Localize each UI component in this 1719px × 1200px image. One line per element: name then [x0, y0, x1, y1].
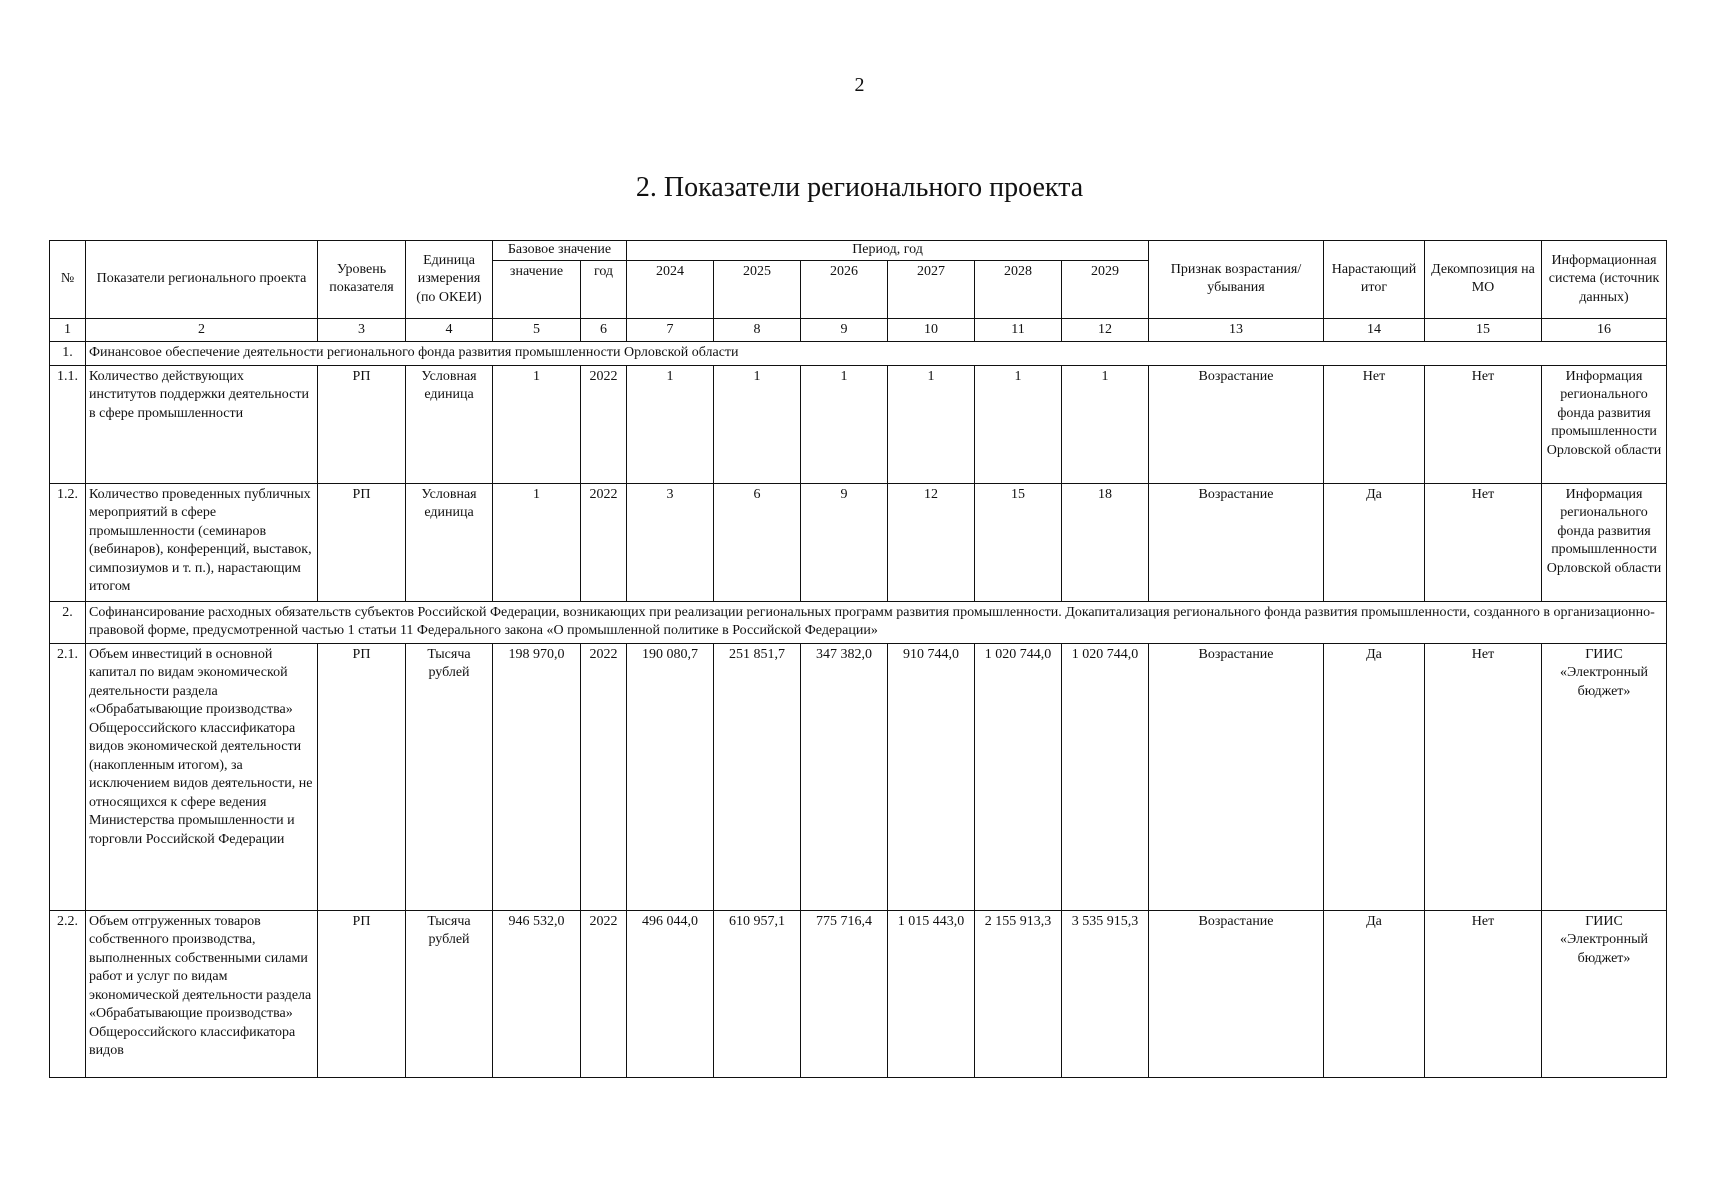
- header-year-2024: 2024: [627, 260, 714, 318]
- value-2029: 1: [1062, 365, 1149, 483]
- indicator-row-2-1: [50, 643, 1667, 910]
- value-2028: 1 020 744,0: [975, 643, 1062, 910]
- indicator-row-1-2: [50, 483, 1667, 601]
- sign: Возрастание: [1149, 483, 1324, 601]
- indicator-unit: Условная единица: [406, 365, 493, 483]
- column-number: 10: [888, 318, 975, 342]
- row-num: 2.1.: [50, 643, 86, 910]
- row-num: 1.1.: [50, 365, 86, 483]
- indicator-level: РП: [318, 365, 406, 483]
- sign: Возрастание: [1149, 910, 1324, 1077]
- column-number: 4: [406, 318, 493, 342]
- header-sign: Признак возрастания/убывания: [1149, 241, 1324, 319]
- column-number: 5: [493, 318, 581, 342]
- decomposition: Нет: [1425, 365, 1542, 483]
- sign: Возрастание: [1149, 365, 1324, 483]
- page-number: 2: [854, 74, 865, 96]
- header-unit: Единица измерения (по ОКЕИ): [406, 241, 493, 319]
- indicator-name: Количество проведенных публичных мероприятий в сфере промышленности (семинаров (вебинаров), конференций, выставок, симпозиумов и т. п.), нарастающим итогом: [86, 483, 318, 601]
- info-system: Информация регионального фонда развития промышленности Орловской области: [1542, 365, 1667, 483]
- value-2026: 1: [801, 365, 888, 483]
- column-number: 11: [975, 318, 1062, 342]
- indicator-level: РП: [318, 483, 406, 601]
- column-number: 12: [1062, 318, 1149, 342]
- cumulative: Да: [1324, 910, 1425, 1077]
- column-number: 2: [86, 318, 318, 342]
- column-number: 14: [1324, 318, 1425, 342]
- base-year: 2022: [581, 365, 627, 483]
- indicator-level: РП: [318, 910, 406, 1077]
- value-2025: 6: [714, 483, 801, 601]
- section-row-2: [50, 601, 1667, 643]
- page-title: 2. Показатели регионального проекта: [635, 172, 1084, 203]
- indicator-name: Объем отгруженных товаров собственного производства, выполненных собственными силами работ и услуг по видам экономической деятельности раздела «Обрабатывающие производства» Общероссийского классификатора видов: [86, 910, 318, 1077]
- indicators-table: [49, 240, 1667, 1078]
- indicator-level: РП: [318, 643, 406, 910]
- decomposition: Нет: [1425, 483, 1542, 601]
- header-base-year: год: [581, 260, 627, 318]
- value-2024: 1: [627, 365, 714, 483]
- value-2027: 1 015 443,0: [888, 910, 975, 1077]
- value-2027: 12: [888, 483, 975, 601]
- indicator-unit: Тысяча рублей: [406, 643, 493, 910]
- value-2029: 18: [1062, 483, 1149, 601]
- header-year-2027: 2027: [888, 260, 975, 318]
- header-row-1: [50, 241, 1667, 261]
- column-number: 8: [714, 318, 801, 342]
- row-num: 1.2.: [50, 483, 86, 601]
- value-2024: 496 044,0: [627, 910, 714, 1077]
- value-2029: 3 535 915,3: [1062, 910, 1149, 1077]
- decomposition: Нет: [1425, 910, 1542, 1077]
- base-value: 1: [493, 483, 581, 601]
- column-number: 16: [1542, 318, 1667, 342]
- value-2024: 3: [627, 483, 714, 601]
- base-year: 2022: [581, 483, 627, 601]
- header-base: Базовое значение: [493, 241, 627, 261]
- section-num: 2.: [50, 601, 86, 643]
- info-system: ГИИС «Электронный бюджет»: [1542, 910, 1667, 1077]
- value-2027: 910 744,0: [888, 643, 975, 910]
- header-cumulative: Нарастающий итог: [1324, 241, 1425, 319]
- value-2029: 1 020 744,0: [1062, 643, 1149, 910]
- column-number: 3: [318, 318, 406, 342]
- header-year-2025: 2025: [714, 260, 801, 318]
- column-number: 13: [1149, 318, 1324, 342]
- column-numbers-row: [50, 318, 1667, 342]
- value-2026: 775 716,4: [801, 910, 888, 1077]
- value-2028: 15: [975, 483, 1062, 601]
- header-year-2029: 2029: [1062, 260, 1149, 318]
- column-number: 1: [50, 318, 86, 342]
- column-number: 7: [627, 318, 714, 342]
- indicator-row-1-1: [50, 365, 1667, 483]
- decomposition: Нет: [1425, 643, 1542, 910]
- indicator-unit: Тысяча рублей: [406, 910, 493, 1077]
- value-2025: 251 851,7: [714, 643, 801, 910]
- section-num: 1.: [50, 342, 86, 366]
- cumulative: Да: [1324, 643, 1425, 910]
- section-title: Софинансирование расходных обязательств субъектов Российской Федерации, возникающих при реализации региональных программ развития промышленности. Докапитализация регионального фонда развития промышленности, созданного в организационно-правовой форме, предусмотренной частью 1 статьи 11 Федерального закона «О промышленной политике в Российской Федерации»: [86, 601, 1667, 643]
- base-year: 2022: [581, 910, 627, 1077]
- header-base-value: значение: [493, 260, 581, 318]
- info-system: Информация регионального фонда развития промышленности Орловской области: [1542, 483, 1667, 601]
- cumulative: Нет: [1324, 365, 1425, 483]
- header-level: Уровень показателя: [318, 241, 406, 319]
- row-num: 2.2.: [50, 910, 86, 1077]
- value-2024: 190 080,7: [627, 643, 714, 910]
- header-indicator: Показатели регионального проекта: [86, 241, 318, 319]
- value-2028: 1: [975, 365, 1062, 483]
- cumulative: Да: [1324, 483, 1425, 601]
- base-value: 946 532,0: [493, 910, 581, 1077]
- header-year-2028: 2028: [975, 260, 1062, 318]
- indicator-unit: Условная единица: [406, 483, 493, 601]
- info-system: ГИИС «Электронный бюджет»: [1542, 643, 1667, 910]
- indicator-name: Количество действующих институтов поддержки деятельности в сфере промышленности: [86, 365, 318, 483]
- value-2025: 1: [714, 365, 801, 483]
- base-value: 198 970,0: [493, 643, 581, 910]
- base-year: 2022: [581, 643, 627, 910]
- base-value: 1: [493, 365, 581, 483]
- header-info-system: Информационная система (источник данных): [1542, 241, 1667, 319]
- header-num: №: [50, 241, 86, 319]
- column-number: 9: [801, 318, 888, 342]
- section-title: Финансовое обеспечение деятельности регионального фонда развития промышленности Орловской области: [86, 342, 1667, 366]
- value-2026: 347 382,0: [801, 643, 888, 910]
- sign: Возрастание: [1149, 643, 1324, 910]
- value-2026: 9: [801, 483, 888, 601]
- value-2027: 1: [888, 365, 975, 483]
- column-number: 15: [1425, 318, 1542, 342]
- value-2028: 2 155 913,3: [975, 910, 1062, 1077]
- indicator-row-2-2: [50, 910, 1667, 1077]
- header-period: Период, год: [627, 241, 1149, 261]
- header-year-2026: 2026: [801, 260, 888, 318]
- column-number: 6: [581, 318, 627, 342]
- section-row-1: [50, 342, 1667, 366]
- header-decomposition: Декомпозиция на МО: [1425, 241, 1542, 319]
- value-2025: 610 957,1: [714, 910, 801, 1077]
- indicator-name: Объем инвестиций в основной капитал по видам экономической деятельности раздела «Обрабатывающие производства» Общероссийского классификатора видов экономической деятельности (накопленным итогом), за исключением видов деятельности, не относящихся к сфере ведения Министерства промышленности и торговли Российской Федерации: [86, 643, 318, 910]
